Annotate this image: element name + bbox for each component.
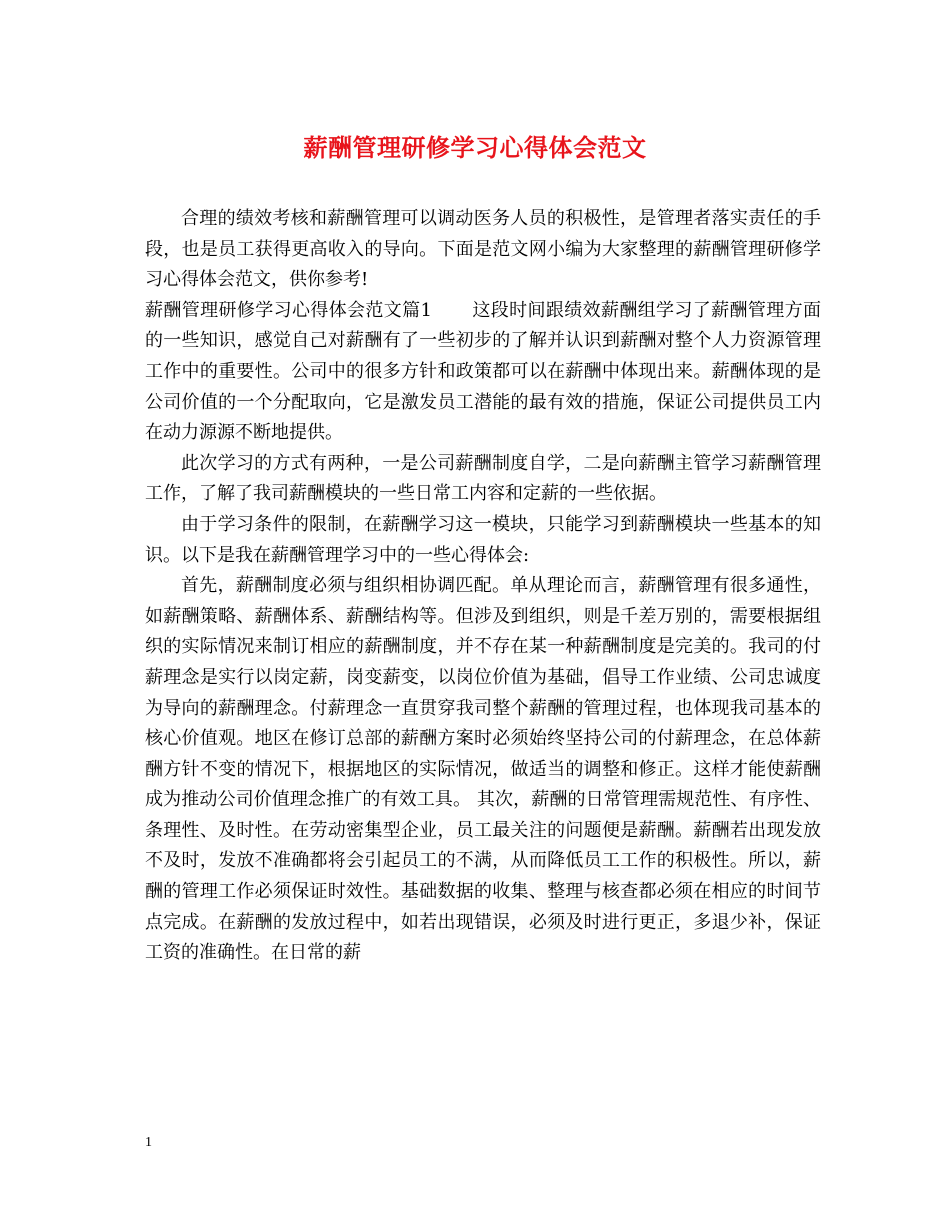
paragraph-study-limits: 由于学习条件的限制，在薪酬学习这一模块，只能学习到薪酬模块一些基本的知识。以下是我在薪酬管理学习中的一些心得体会: bbox=[145, 513, 821, 566]
section-heading: 薪酬管理研修学习心得体会范文篇1 bbox=[145, 299, 432, 321]
paragraph-insights: 首先，薪酬制度必须与组织相协调匹配。单从理论而言，薪酬管理有很多通性，如薪酬策略、薪酬体系、薪酬结构等。但涉及到组织，则是千差万别的，需要根据组织的实际情况来制订相应的薪酬制度，并不存在某一种薪酬制度是完美的。我司的付薪理念是实行以岗定薪，岗变薪变，以岗位价值为基础，倡导工作业绩、公司忠诚度为导向的薪酬理念。付薪理念一直贯穿我司整个薪酬的管理过程，也体现我司基本的核心价值观。地区在修订总部的薪酬方案时必须始终坚持公司的付薪理念，在总体薪酬方针不变的情况下，根据地区的实际情况，做适当的调整和修正。这样才能使薪酬成为推动公司价值理念推广的有效工具。 其次，薪酬的日常管理需规范性、有序性、条理性、及时性。在劳动密集型企业，员工最关注的问题便是薪酬。薪酬若出现发放不及时，发放不准确都将会引起员工的不满，从而降低员工工作的积极性。所以，薪酬的管理工作必须保证时效性。基础数据的收集、整理与核查都必须在相应的时间节点完成。在薪酬的发放过程中，如若出现错误，必须及时进行更正，多退少补，保证工资的准确性。在日常的薪 bbox=[145, 575, 821, 964]
section-paragraph bbox=[145, 296, 821, 449]
page-number: 1 bbox=[145, 1135, 152, 1150]
paragraph-study-methods: 此次学习的方式有两种，一是公司薪酬制度自学，二是向薪酬主管学习薪酬管理工作，了解了我司薪酬模块的一些日常工内容和定薪的一些依据。 bbox=[145, 452, 821, 505]
document-body bbox=[145, 204, 821, 969]
document-title: 薪酬管理研修学习心得体会范文 bbox=[303, 133, 647, 162]
section-first-paragraph: 这段时间跟绩效薪酬组学习了薪酬管理方面的一些知识，感觉自己对薪酬有了一些初步的了解并认识到薪酬对整个人力资源管理工作中的重要性。公司中的很多方针和政策都可以在薪酬中体现出来。薪酬体现的是公司价值的一个分配取向，它是激发员工潜能的最有效的措施，保证公司提供员工内在动力源源不断地提供。 bbox=[145, 299, 822, 444]
intro-paragraph: 合理的绩效考核和薪酬管理可以调动医务人员的积极性，是管理者落实责任的手段，也是员工获得更高收入的导向。下面是范文网小编为大家整理的薪酬管理研修学习心得体会范文，供你参考! bbox=[145, 208, 821, 291]
